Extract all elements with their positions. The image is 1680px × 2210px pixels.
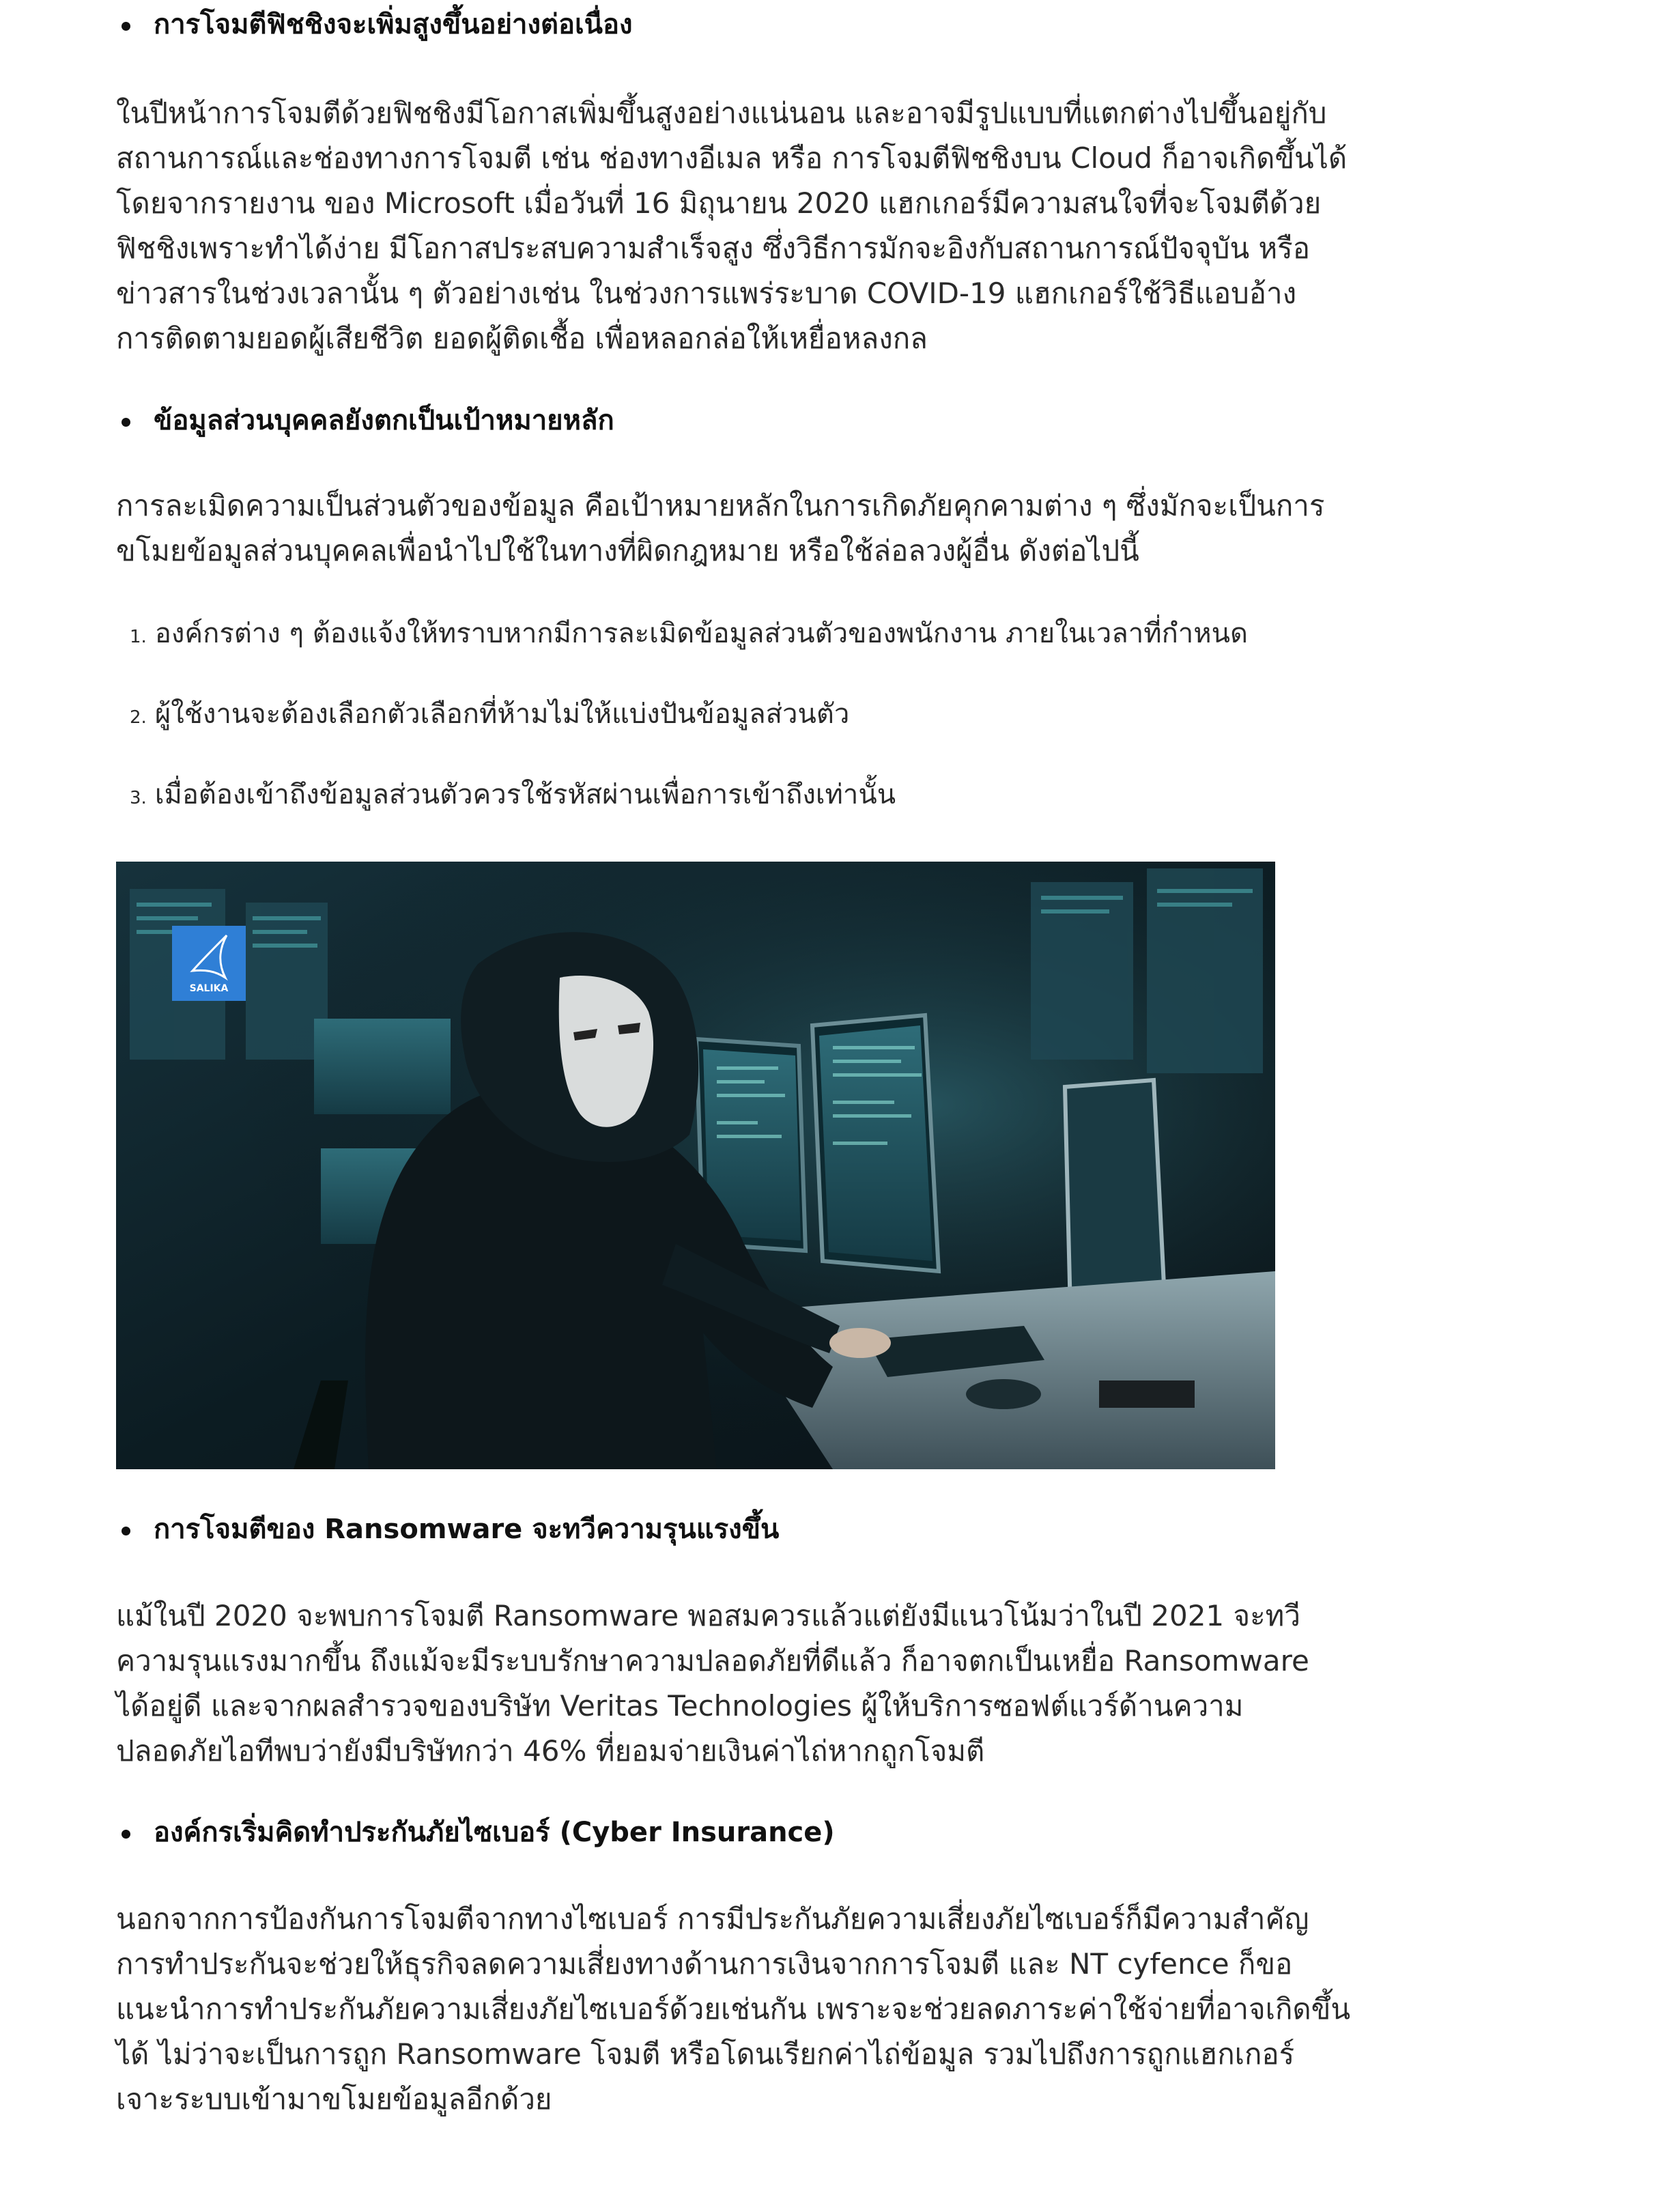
paragraph-cyber-insurance: นอกจากการป้องกันการโจมตีจากทางไซเบอร์ การมีประกันภัยความเสี่ยงภัยไซเบอร์ก็มีความสำคัญ การทำประกันจะช่วยให้ธุรกิจลดความเสี่ยงทางด้านการเงินจากการโจมตี และ NT cyfence ก็ขอ แนะนำการทำประกันภัยความเสี่ยงภัยไซเบอร์ด้วยเช่นกัน เพราะจะช่วยลดภาระค่าใช้จ่ายที่อาจเกิดขึ้น ได้ ไม่ว่าจะเป็นการถูก Ransomware โจมตี หรือโดนเรียกค่าไถ่ข้อมูล รวมไปถึงการถูกแฮกเกอร์ เจาะระบบเข้ามาขโมยข้อมูลอีกด้วย [116,1902,1351,2116]
section-heading-ransomware: การโจมตีของ Ransomware จะทวีความรุนแรงขึ้น [116,1510,779,1548]
paragraph-personal-data: การละเมิดความเป็นส่วนตัวของข้อมูล คือเป้าหมายหลักในการเกิดภัยคุกคามต่าง ๆ ซึ่งมักจะเป็นการ ขโมยข้อมูลส่วนบุคคลเพื่อนำไปใช้ในทางที่ผิดกฎหมาย หรือใช้ล่อลวงผู้อื่น ดังต่อไปนี้ [116,489,1325,567]
paragraph-ransomware: แม้ในปี 2020 จะพบการโจมตี Ransomware พอสมควรแล้วแต่ยังมีแนวโน้มว่าในปี 2021 จะทวี ความรุนแรงมากขึ้น ถึงแม้จะมีระบบรักษาความปลอดภัยที่ดีแล้ว ก็อาจตกเป็นเหยื่อ Ransomware ได้อยู่ดี และจากผลสำรวจของบริษัท Veritas Technologies ผู้ให้บริการซอฟต์แวร์ด้านความ ปลอดภัยไอทีพบว่ายังมีบริษัทกว่า 46% ที่ยอมจ่ายเงินค่าไถ่หากถูกโจมตี [116,1599,1309,1768]
section-heading-cyber-insurance: องค์กรเริ่มคิดทำประกันภัยไซเบอร์ (Cyber Insurance) [116,1813,835,1852]
bullet-dot-icon [122,22,130,31]
section-heading-phishing: การโจมตีฟิชชิงจะเพิ่มสูงขึ้นอย่างต่อเนื่อง [116,5,633,44]
bullet-dot-icon [122,418,130,427]
hacker-scene-illustration [116,862,1275,1469]
hacker-photo [116,862,1275,1469]
list-item: 2. ผู้ใช้งานจะต้องเลือกตัวเลือกที่ห้ามไม่ให้แบ่งปันข้อมูลส่วนตัว [130,698,850,730]
section-heading-personal-data: ข้อมูลส่วนบุคคลยังตกเป็นเป้าหมายหลัก [116,401,614,440]
salika-logo-text: SALIKA [189,983,229,994]
list-item: 3. เมื่อต้องเข้าถึงข้อมูลส่วนตัวควรใช้รหัสผ่านเพื่อการเข้าถึงเท่านั้น [130,779,896,810]
bullet-dot-icon [122,1527,130,1535]
list-item: 1. องค์กรต่าง ๆ ต้องแจ้งให้ทราบหากมีการละเมิดข้อมูลส่วนตัวของพนักงาน ภายในเวลาที่กำหนด [130,618,1248,649]
bullet-dot-icon [122,1830,130,1839]
paragraph-phishing: ในปีหน้าการโจมตีด้วยฟิชชิงมีโอกาสเพิ่มขึ้นสูงอย่างแน่นอน และอาจมีรูปแบบที่แตกต่างไปขึ้นอยู่กับ สถานการณ์และช่องทางการโจมตี เช่น ช่องทางอีเมล หรือ การโจมตีฟิชชิงบน Cloud ก็อาจเกิดขึ้นได้ โดยจากรายงาน ของ Microsoft เมื่อวันที่ 16 มิถุนายน 2020 แฮกเกอร์มีความสนใจที่จะโจมตีด้วย ฟิชชิงเพราะทำได้ง่าย มีโอกาสประสบความสำเร็จสูง ซึ่งวิธีการมักจะอิงกับสถานการณ์ปัจจุบัน หรือ ข่าวสารในช่วงเวลานั้น ๆ ตัวอย่างเช่น ในช่วงการแพร่ระบาด COVID-19 แฮกเกอร์ใช้วิธีแอบอ้าง การติดตามยอดผู้เสียชีวิต ยอดผู้ติดเชื้อ เพื่อหลอกล่อให้เหยื่อหลงกล [116,96,1348,355]
